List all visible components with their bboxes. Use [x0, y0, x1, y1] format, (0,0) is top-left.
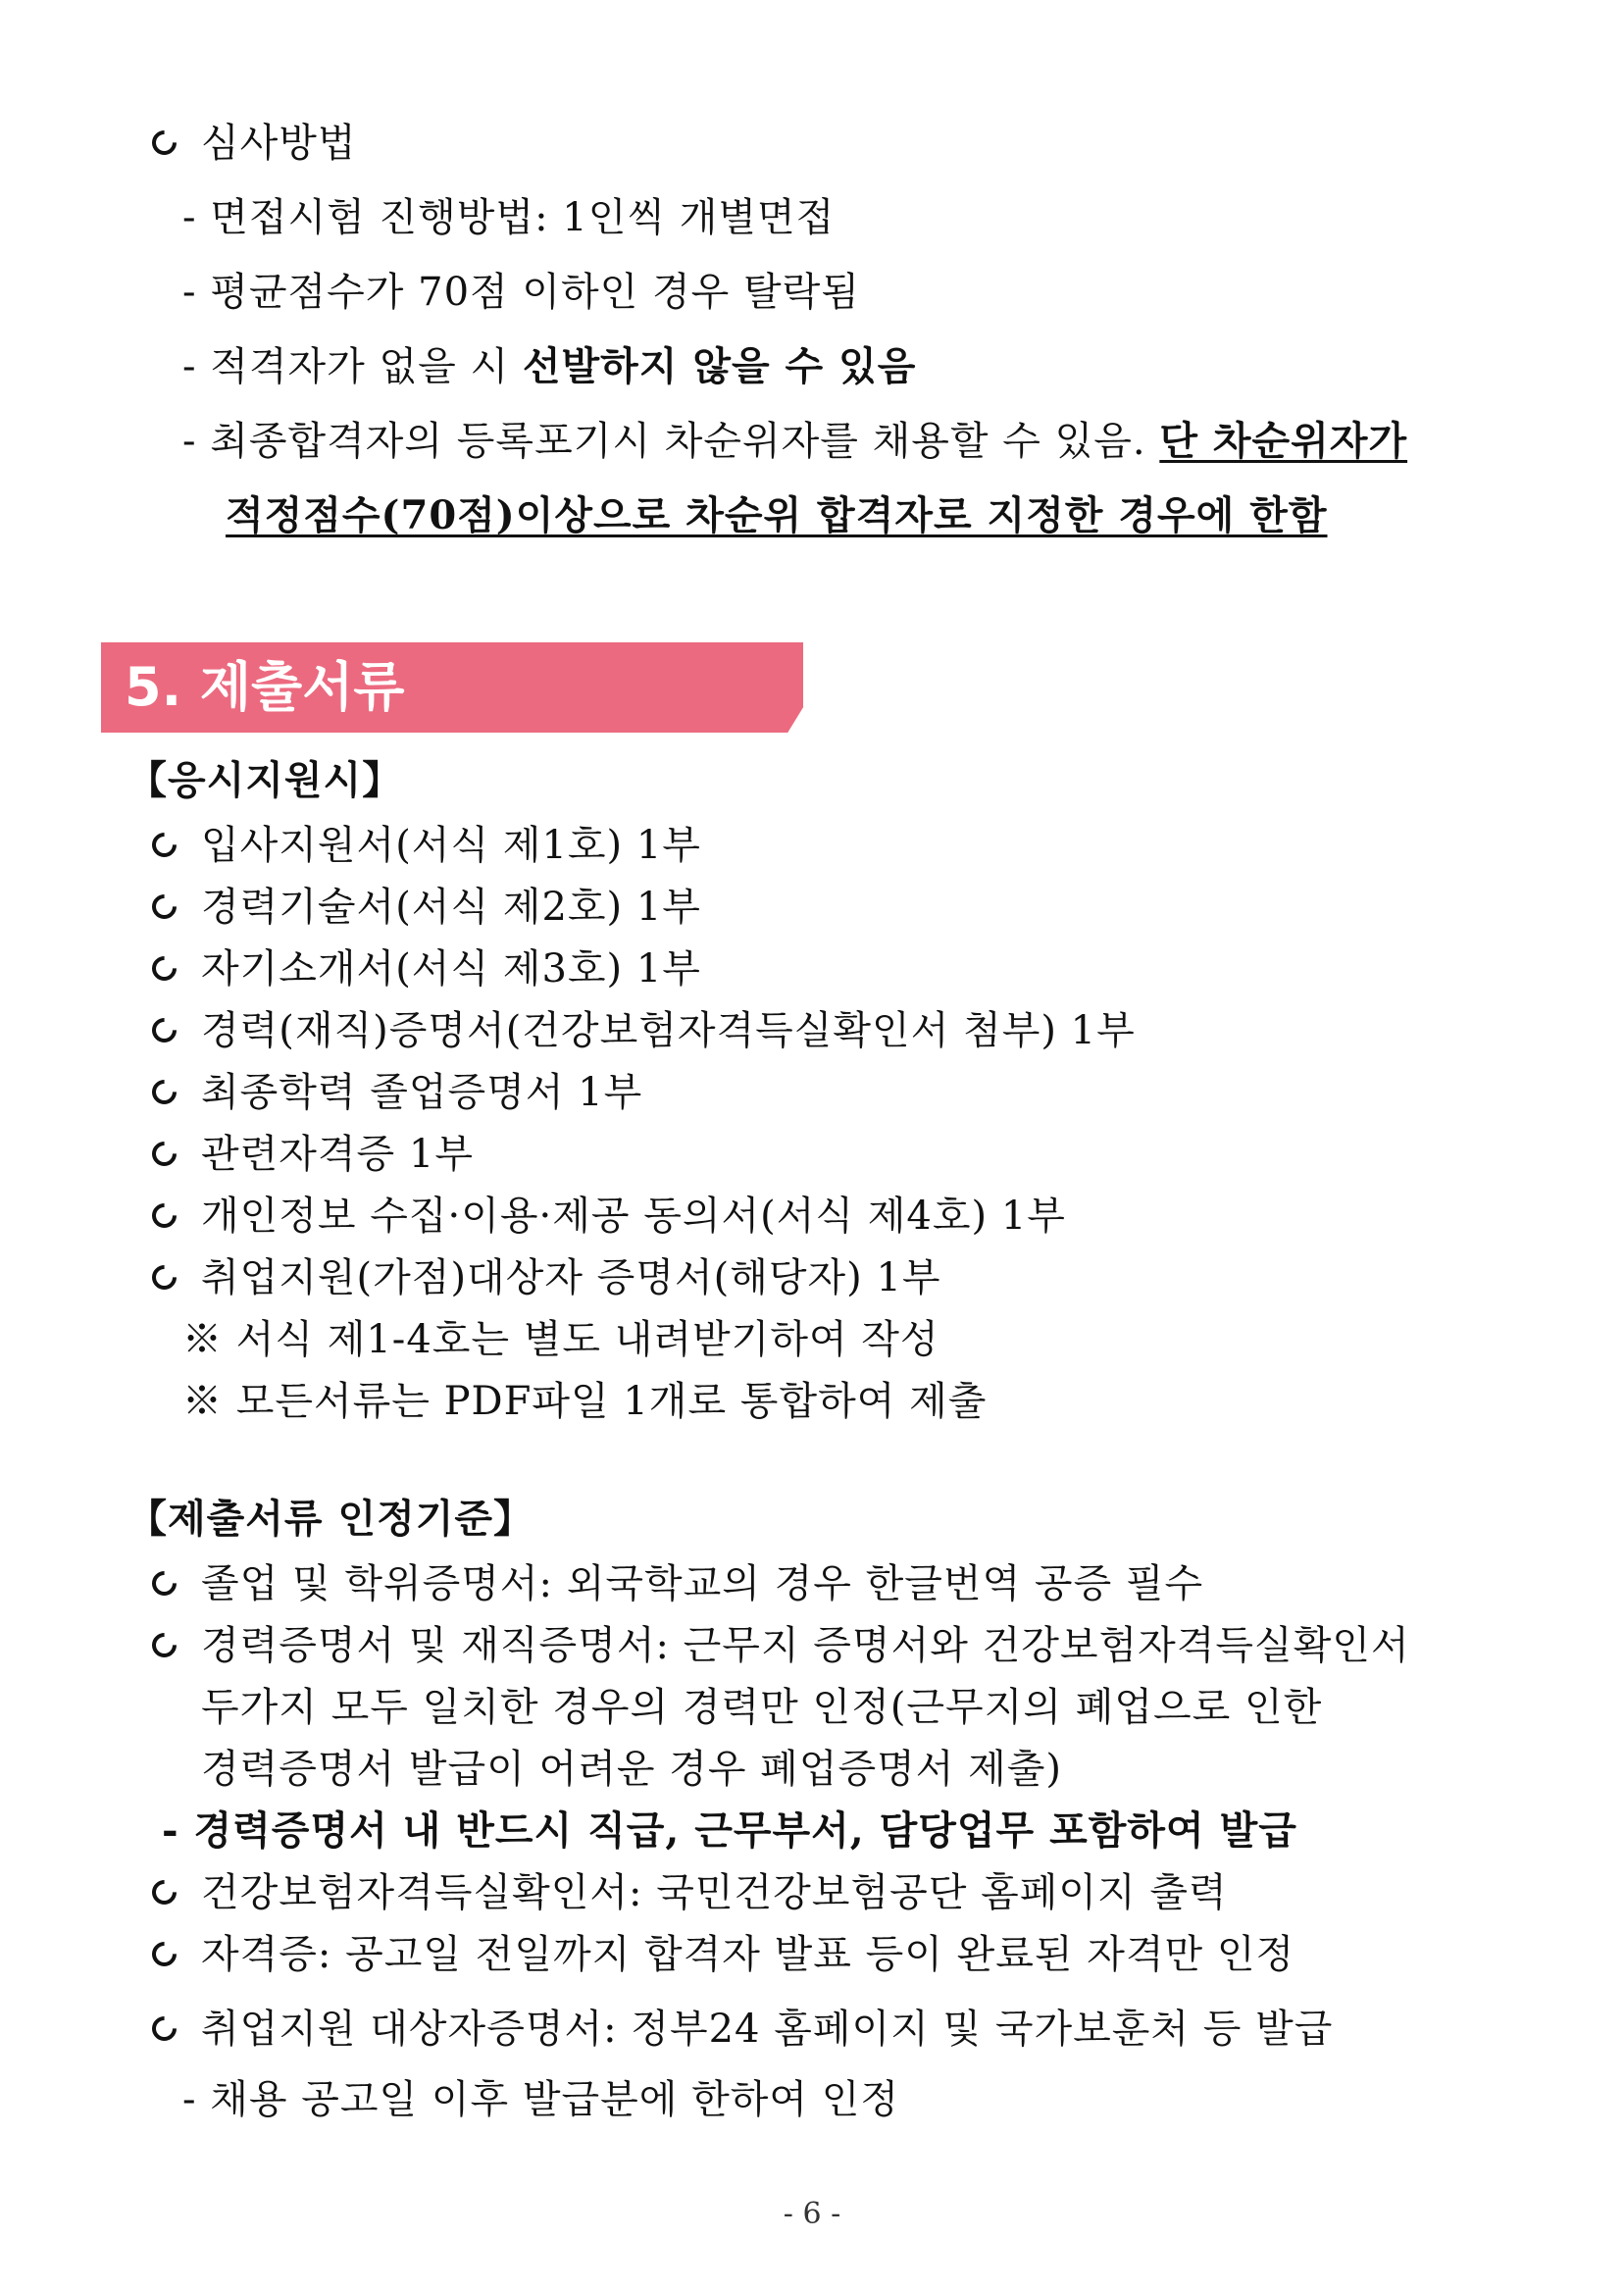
apply-item: 경력(재직)증명서(건강보험자격득실확인서 첨부) 1부: [201, 1008, 1136, 1053]
review-item-4: [182, 416, 1407, 467]
apply-item: 입사지원서(서식 제1호) 1부: [201, 823, 701, 868]
review-item-4-continuation: 적정점수(70점)이상으로 차순위 합격자로 지정한 경우에 한함: [226, 492, 1328, 538]
criteria-career-note: - 경력증명서 내 반드시 직급, 근무부서, 담당업무 포함하여 발급: [162, 1807, 1297, 1854]
bullet-circle-icon: [147, 1875, 181, 1909]
apply-item: 관련자격증 1부: [201, 1132, 475, 1177]
bullet-circle-icon: [147, 828, 181, 862]
criteria-item-career: 경력증명서 및 재직증명서: 근무지 증명서와 건강보험자격득실확인서: [201, 1623, 1410, 1668]
criteria-employment-note: - 채용 공고일 이후 발급분에 한하여 인정: [182, 2077, 900, 2122]
bullet-circle-icon: [147, 1198, 181, 1233]
bullet-circle-icon: [147, 890, 181, 924]
review-item-3-text: - 적격자가 없을 시: [182, 344, 523, 389]
page-number: - 6 -: [783, 2197, 841, 2231]
bullet-circle-icon: [147, 1937, 181, 1971]
criteria-item-license: 자격증: 공고일 전일까지 합격자 발표 등이 완료된 자격만 인정: [201, 1932, 1295, 1977]
criteria-item-insurance: 건강보험자격득실확인서: 국민건강보험공단 홈페이지 출력: [201, 1870, 1228, 1915]
bullet-circle-icon: [147, 126, 181, 160]
apply-item: 최종학력 졸업증명서 1부: [201, 1070, 643, 1115]
criteria-item-career-line2: 두가지 모두 일치한 경우의 경력만 인정(근무지의 폐업으로 인한: [201, 1685, 1323, 1730]
apply-item: 취업지원(가점)대상자 증명서(해당자) 1부: [201, 1255, 941, 1300]
bullet-circle-icon: [147, 1013, 181, 1047]
criteria-item-employment-support: 취업지원 대상자증명서: 정부24 홈페이지 및 국가보훈처 등 발급: [201, 2007, 1334, 2052]
bullet-circle-icon: [147, 1075, 181, 1109]
review-item-2: - 평균점수가 70점 이하인 경우 탈락됨: [182, 270, 860, 315]
apply-item: 경력기술서(서식 제2호) 1부: [201, 885, 701, 930]
review-item-4-text: - 최종합격자의 등록포기시 차순위자를 채용할 수 있음.: [182, 419, 1160, 464]
criteria-item-career-line3: 경력증명서 발급이 어려운 경우 폐업증명서 제출): [201, 1747, 1062, 1792]
bullet-circle-icon: [147, 1260, 181, 1295]
section-title: 5. 제출서류: [125, 656, 405, 718]
review-heading: 심사방법: [201, 121, 357, 166]
review-item-3-emphasis: 선발하지 않을 수 있음: [522, 343, 917, 389]
bullet-circle-icon: [147, 951, 181, 986]
review-item-3: [182, 341, 916, 392]
review-item-1: - 면접시험 진행방법: 1인씩 개별면접: [182, 195, 836, 240]
apply-note: ※ 서식 제1-4호는 별도 내려받기하여 작성: [182, 1317, 939, 1362]
apply-item: 자기소개서(서식 제3호) 1부: [201, 946, 701, 992]
criteria-item-diploma: 졸업 및 학위증명서: 외국학교의 경우 한글번역 공증 필수: [201, 1561, 1204, 1606]
bullet-circle-icon: [147, 1628, 181, 1662]
bullet-circle-icon: [147, 1137, 181, 1171]
criteria-heading: 【제출서류 인정기준】: [127, 1497, 534, 1542]
bullet-circle-icon: [147, 2011, 181, 2046]
review-item-4-emphasis: 단 차순위자가: [1159, 418, 1408, 464]
apply-note: ※ 모든서류는 PDF파일 1개로 통합하여 제출: [182, 1379, 988, 1424]
apply-heading: 【응시지원시】: [127, 758, 403, 803]
apply-item: 개인정보 수집·이용·제공 동의서(서식 제4호) 1부: [201, 1194, 1066, 1239]
bullet-circle-icon: [147, 1566, 181, 1601]
